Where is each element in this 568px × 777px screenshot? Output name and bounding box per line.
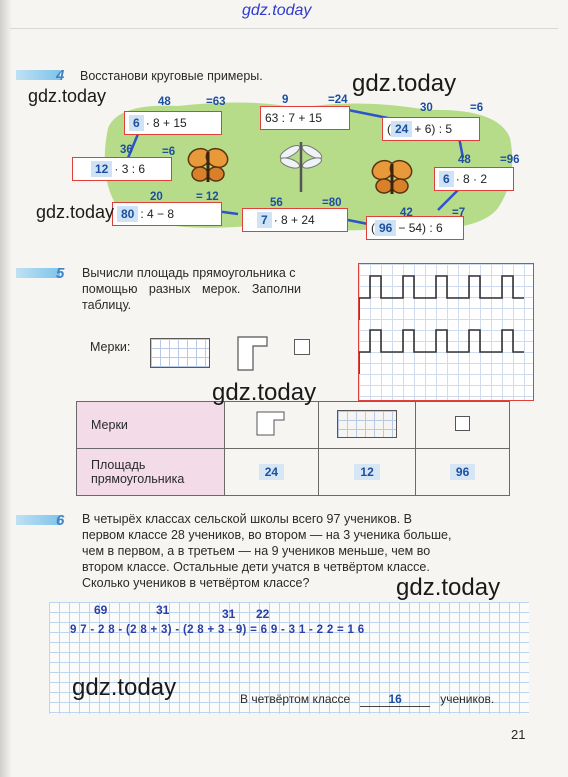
task-4-title: Восстанови круговые примеры. <box>80 69 263 83</box>
task-5-line: помощью разных мерок. Заполни <box>82 282 302 296</box>
task-6-line: первом классе 28 учеников, во втором — на 3 ученика больше, <box>82 528 452 542</box>
task-badge <box>16 70 60 80</box>
l-shape-icon <box>256 411 286 437</box>
dragonfly-icon <box>278 136 324 194</box>
cell-l-shape <box>224 402 318 449</box>
area-cell: 12 <box>318 449 415 496</box>
watermark: gdz.today <box>352 70 457 97</box>
step-label: =63 <box>206 96 226 108</box>
task-6-line: В четырёх классах сельской школы всего 97 учеников. В <box>82 512 413 526</box>
watermark: gdz.today <box>28 86 107 106</box>
cell-rect <box>318 402 415 449</box>
step-label: =96 <box>500 154 520 166</box>
step-label: 9 <box>282 94 289 106</box>
area-cell: 96 <box>416 449 510 496</box>
task-6-line: чем в первом, а в третьем — на 9 учеников меньше, чем во <box>82 544 431 558</box>
circle-example-box: 6 · 8 + 15 <box>124 111 222 135</box>
cell-square <box>416 402 510 449</box>
circle-example-box: 80 : 4 − 8 <box>112 202 222 226</box>
circle-example-box: ( 24 + 6) : 5 <box>382 117 480 141</box>
task-5-number: 5 <box>56 265 65 282</box>
watermark-top: gdz.today <box>242 2 312 19</box>
task-5-line: Вычисли площадь прямоугольника с <box>82 266 296 280</box>
circle-example-box: ( 96 − 54) : 6 <box>366 216 464 240</box>
task-5-line: таблицу. <box>82 298 132 312</box>
top-rule <box>10 28 558 29</box>
butterfly-icon <box>370 156 414 198</box>
step-label: =80 <box>322 197 342 209</box>
handwritten-note: 69 <box>94 603 108 617</box>
handwritten-note: 31 <box>156 603 170 617</box>
task-4-number: 4 <box>56 67 65 84</box>
butterfly-icon <box>186 144 230 186</box>
page-edge-shadow <box>0 0 12 777</box>
measure-l-shape <box>237 336 269 372</box>
task-6-number: 6 <box>56 512 65 529</box>
step-label: 48 <box>158 96 171 108</box>
handwritten-note: 22 <box>256 607 270 621</box>
answer-line: В четвёртом классе 16 учеников. <box>240 692 495 706</box>
circle-example-box: 12 · 3 : 6 <box>72 157 172 181</box>
task-6-line: Сколько учеников в четвёртом классе? <box>82 576 310 590</box>
step-label: =6 <box>162 146 176 158</box>
task-badge <box>16 268 60 278</box>
step-label: 30 <box>420 102 433 114</box>
step-label: =24 <box>328 94 348 106</box>
step-label: 56 <box>270 197 283 209</box>
handwritten-note: 31 <box>222 607 236 621</box>
task-6-line: втором классе. Остальные дети учатся в четвёртом классе. <box>82 560 430 574</box>
row-header-merki: Мерки <box>77 402 225 449</box>
circle-example-box: 7 · 8 + 24 <box>242 208 348 232</box>
measures-table <box>76 401 510 496</box>
watermark: gdz.today <box>396 574 501 601</box>
circle-example-box: 63 : 7 + 15 <box>260 106 350 130</box>
watermark: gdz.today <box>36 202 115 222</box>
rect-measure-icon <box>337 410 397 438</box>
page-number: 21 <box>511 727 526 742</box>
measure-unit-square <box>294 339 310 355</box>
step-label: 36 <box>120 144 133 156</box>
merki-label: Мерки: <box>90 340 131 354</box>
step-label: = 12 <box>196 191 219 203</box>
step-label: 20 <box>150 191 163 203</box>
circle-example-box: 6 · 8 · 2 <box>434 167 514 191</box>
handwritten-solution: 9 7 - 2 8 - (2 8 + 3) - (2 8 + 3 - 9) = 6 9 - 3 1 - 2 2 = 1 6 <box>70 624 365 636</box>
answer-value: 16 <box>360 692 430 707</box>
measure-rect-2x6 <box>150 338 210 368</box>
row-header-area: Площадь прямоугольника <box>77 449 225 496</box>
step-label: 48 <box>458 154 471 166</box>
step-label: 42 <box>400 207 413 219</box>
rectangle-grid-figure <box>358 263 534 401</box>
watermark: gdz.today <box>212 379 317 406</box>
task-badge <box>16 515 60 525</box>
area-cell: 24 <box>224 449 318 496</box>
square-measure-icon <box>455 416 470 431</box>
step-label: =7 <box>452 207 466 219</box>
step-label: =6 <box>470 102 484 114</box>
watermark: gdz.today <box>72 674 177 701</box>
